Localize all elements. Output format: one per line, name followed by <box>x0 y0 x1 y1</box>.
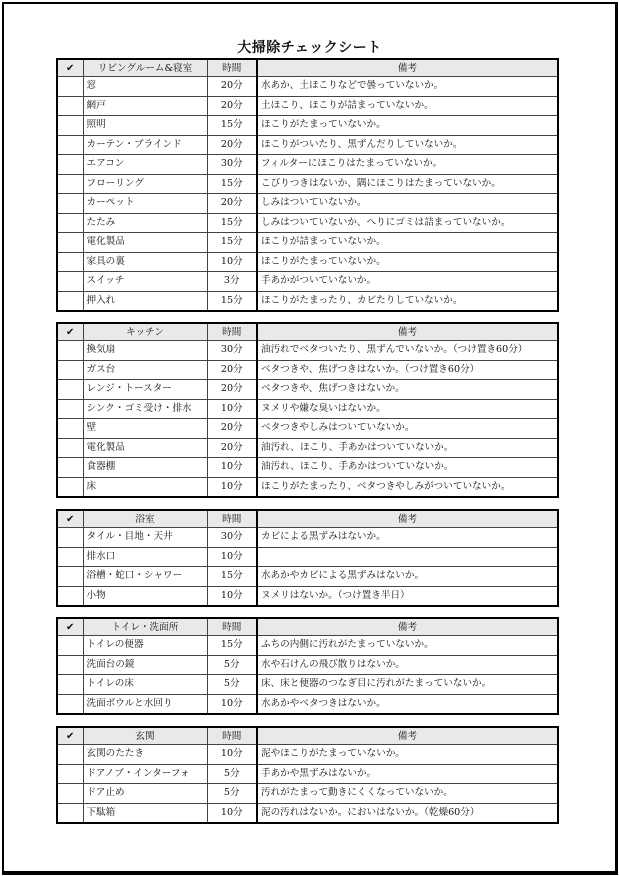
table-row <box>57 233 558 253</box>
item-time: 20分 <box>207 77 257 97</box>
table-row <box>57 341 558 361</box>
check-box[interactable] <box>57 341 83 361</box>
check-box[interactable] <box>57 528 83 548</box>
item-time: 10分 <box>207 477 257 497</box>
item-name: 小物 <box>83 586 207 606</box>
check-box[interactable] <box>57 272 83 292</box>
item-name: タイル・目地・天井 <box>83 528 207 548</box>
item-name: ドアノブ・インターフォ <box>83 764 207 784</box>
item-time: 15分 <box>207 233 257 253</box>
item-note: ヌメリや嫌な臭いはないか。 <box>257 399 558 419</box>
item-time: 5分 <box>207 675 257 695</box>
check-box[interactable] <box>57 419 83 439</box>
checklist-table <box>56 322 559 498</box>
note-header: 備考 <box>257 727 558 745</box>
item-note: ほこりがたまったり、ベタつきやしみがついていないか。 <box>257 477 558 497</box>
item-time: 15分 <box>207 174 257 194</box>
note-header: 備考 <box>257 59 558 77</box>
item-name: 洗面台の鏡 <box>83 655 207 675</box>
table-row <box>57 764 558 784</box>
table-row <box>57 419 558 439</box>
item-note: ヌメリはないか。（つけ置き半日） <box>257 586 558 606</box>
table-row <box>57 438 558 458</box>
item-note: ほこりがたまっていないか。 <box>257 116 558 136</box>
table-row <box>57 194 558 214</box>
item-time: 20分 <box>207 419 257 439</box>
check-box[interactable] <box>57 764 83 784</box>
table-row <box>57 675 558 695</box>
item-time: 10分 <box>207 803 257 823</box>
item-note: 水あかやカビによる黒ずみはないか。 <box>257 567 558 587</box>
check-box[interactable] <box>57 116 83 136</box>
note-header: 備考 <box>257 618 558 636</box>
item-name: ガス台 <box>83 360 207 380</box>
table-row <box>57 803 558 823</box>
item-name: 床 <box>83 477 207 497</box>
item-note: 床、床と便器のつなぎ目に汚れがたまっていないか。 <box>257 675 558 695</box>
check-header <box>57 618 83 636</box>
item-time: 15分 <box>207 636 257 656</box>
item-time: 15分 <box>207 116 257 136</box>
item-time: 5分 <box>207 655 257 675</box>
check-box[interactable] <box>57 155 83 175</box>
table-row <box>57 213 558 233</box>
check-box[interactable] <box>57 438 83 458</box>
table-row <box>57 745 558 765</box>
item-name: 換気扇 <box>83 341 207 361</box>
check-box[interactable] <box>57 77 83 97</box>
header-row <box>57 59 558 77</box>
item-name: 排水口 <box>83 547 207 567</box>
item-note: ベタつきやしみはついていないか。 <box>257 419 558 439</box>
check-header <box>57 727 83 745</box>
check-box[interactable] <box>57 252 83 272</box>
check-box[interactable] <box>57 803 83 823</box>
item-time: 15分 <box>207 567 257 587</box>
item-time: 10分 <box>207 694 257 714</box>
header-row <box>57 618 558 636</box>
check-header <box>57 59 83 77</box>
item-note: ベタつきや、焦げつきはないか。（つけ置き60分） <box>257 360 558 380</box>
checklist-table <box>56 617 559 715</box>
item-time: 10分 <box>207 547 257 567</box>
table-row <box>57 155 558 175</box>
check-box[interactable] <box>57 655 83 675</box>
item-name: 照明 <box>83 116 207 136</box>
table-row <box>57 380 558 400</box>
item-name: 下駄箱 <box>83 803 207 823</box>
check-box[interactable] <box>57 477 83 497</box>
item-note: ふちの内側に汚れがたまっていないか。 <box>257 636 558 656</box>
check-header <box>57 510 83 528</box>
check-box[interactable] <box>57 291 83 311</box>
table-row <box>57 96 558 116</box>
check-box[interactable] <box>57 380 83 400</box>
item-time: 20分 <box>207 360 257 380</box>
table-row <box>57 528 558 548</box>
item-name: エアコン <box>83 155 207 175</box>
item-note: こびりつきはないか、隅にほこりはたまっていないか。 <box>257 174 558 194</box>
item-note: 水あか、土ほこりなどで曇っていないか。 <box>257 77 558 97</box>
item-name: 押入れ <box>83 291 207 311</box>
item-name: シンク・ゴミ受け・排水 <box>83 399 207 419</box>
item-note: 油汚れ、ほこり、手あかはついていないか。 <box>257 438 558 458</box>
item-note: 油汚れ、ほこり、手あかはついていないか。 <box>257 458 558 478</box>
item-name: 壁 <box>83 419 207 439</box>
item-name: 網戸 <box>83 96 207 116</box>
item-note: 油汚れでベタついたり、黒ずんでいないか。（つけ置き60分） <box>257 341 558 361</box>
item-note: 手あかや黒ずみはないか。 <box>257 764 558 784</box>
check-box[interactable] <box>57 213 83 233</box>
check-box[interactable] <box>57 458 83 478</box>
checkmark-icon: ✔ <box>66 513 75 525</box>
table-row <box>57 784 558 804</box>
table-row <box>57 116 558 136</box>
section-name-header: リビングルーム&寝室 <box>83 59 207 77</box>
item-name: フローリング <box>83 174 207 194</box>
item-note: カビによる黒ずみはないか。 <box>257 528 558 548</box>
table-row <box>57 655 558 675</box>
item-note: 泥やほこりがたまっていないか。 <box>257 745 558 765</box>
item-time: 10分 <box>207 745 257 765</box>
item-time: 20分 <box>207 135 257 155</box>
header-row <box>57 510 558 528</box>
item-name: レンジ・トースター <box>83 380 207 400</box>
table-row <box>57 360 558 380</box>
time-header: 時間 <box>207 323 257 341</box>
item-note: しみはついていないか、へりにゴミは詰まっていないか。 <box>257 213 558 233</box>
checkmark-icon: ✔ <box>66 326 75 338</box>
check-box[interactable] <box>57 636 83 656</box>
section-bathroom <box>56 509 559 607</box>
table-row <box>57 135 558 155</box>
checkmark-icon: ✔ <box>66 62 75 74</box>
item-name: 電化製品 <box>83 438 207 458</box>
checklist-table <box>56 509 559 607</box>
item-name: トイレの床 <box>83 675 207 695</box>
item-note: ほこりがたまっていないか。 <box>257 252 558 272</box>
item-time: 30分 <box>207 155 257 175</box>
section-toilet-washroom <box>56 617 559 715</box>
item-name: 食器棚 <box>83 458 207 478</box>
item-name: 洗面ボウルと水回り <box>83 694 207 714</box>
table-row <box>57 547 558 567</box>
check-box[interactable] <box>57 174 83 194</box>
check-box[interactable] <box>57 784 83 804</box>
section-entrance <box>56 726 559 824</box>
table-row <box>57 586 558 606</box>
item-time: 20分 <box>207 96 257 116</box>
item-note: 手あかがついていないか。 <box>257 272 558 292</box>
table-row <box>57 252 558 272</box>
item-name: カーペット <box>83 194 207 214</box>
item-time: 5分 <box>207 764 257 784</box>
time-header: 時間 <box>207 510 257 528</box>
check-box[interactable] <box>57 694 83 714</box>
item-note <box>257 547 558 567</box>
item-time: 10分 <box>207 586 257 606</box>
section-name-header: 玄関 <box>83 727 207 745</box>
table-row <box>57 694 558 714</box>
check-box[interactable] <box>57 745 83 765</box>
item-note: フィルターにほこりはたまっていないか。 <box>257 155 558 175</box>
item-name: スイッチ <box>83 272 207 292</box>
item-time: 15分 <box>207 213 257 233</box>
header-row <box>57 727 558 745</box>
section-name-header: トイレ・洗面所 <box>83 618 207 636</box>
item-note: 泥の汚れはないか。においはないか。（乾燥60分） <box>257 803 558 823</box>
check-box[interactable] <box>57 96 83 116</box>
item-note: ほこりがついたり、黒ずんだりしていないか。 <box>257 135 558 155</box>
section-living <box>56 58 559 312</box>
table-row <box>57 477 558 497</box>
table-row <box>57 399 558 419</box>
item-name: カーテン・ブラインド <box>83 135 207 155</box>
section-name-header: 浴室 <box>83 510 207 528</box>
check-box[interactable] <box>57 567 83 587</box>
item-time: 5分 <box>207 784 257 804</box>
item-time: 20分 <box>207 380 257 400</box>
item-time: 15分 <box>207 291 257 311</box>
table-row <box>57 636 558 656</box>
item-time: 30分 <box>207 528 257 548</box>
item-note: 水あかやベタつきはないか。 <box>257 694 558 714</box>
section-name-header: キッチン <box>83 323 207 341</box>
item-note: ほこりがたまったり、カビたりしていないか。 <box>257 291 558 311</box>
checkmark-icon: ✔ <box>66 730 75 742</box>
item-name: 玄関のたたき <box>83 745 207 765</box>
check-box[interactable] <box>57 135 83 155</box>
checkmark-icon: ✔ <box>66 621 75 633</box>
check-box[interactable] <box>57 360 83 380</box>
check-box[interactable] <box>57 675 83 695</box>
item-name: トイレの便器 <box>83 636 207 656</box>
table-row <box>57 567 558 587</box>
item-name: たたみ <box>83 213 207 233</box>
time-header: 時間 <box>207 618 257 636</box>
item-note: 汚れがたまって動きにくくなっていないか。 <box>257 784 558 804</box>
table-row <box>57 291 558 311</box>
item-note: ほこりが詰まっていないか。 <box>257 233 558 253</box>
page-title: 大掃除チェックシート <box>237 40 382 56</box>
check-header <box>57 323 83 341</box>
item-name: 窓 <box>83 77 207 97</box>
item-time: 10分 <box>207 252 257 272</box>
checklist-table <box>56 58 559 312</box>
item-note: 水や石けんの飛び散りはないか。 <box>257 655 558 675</box>
item-time: 10分 <box>207 458 257 478</box>
table-row <box>57 174 558 194</box>
check-box[interactable] <box>57 547 83 567</box>
item-time: 10分 <box>207 399 257 419</box>
item-note: しみはついていないか。 <box>257 194 558 214</box>
table-row <box>57 458 558 478</box>
check-box[interactable] <box>57 586 83 606</box>
time-header: 時間 <box>207 727 257 745</box>
item-time: 20分 <box>207 438 257 458</box>
time-header: 時間 <box>207 59 257 77</box>
table-row <box>57 77 558 97</box>
item-time: 20分 <box>207 194 257 214</box>
table-row <box>57 272 558 292</box>
check-box[interactable] <box>57 399 83 419</box>
section-kitchen <box>56 322 559 498</box>
note-header: 備考 <box>257 510 558 528</box>
check-box[interactable] <box>57 233 83 253</box>
item-time: 30分 <box>207 341 257 361</box>
item-name: ドア止め <box>83 784 207 804</box>
item-time: 3分 <box>207 272 257 292</box>
item-name: 浴槽・蛇口・シャワー <box>83 567 207 587</box>
item-note: 土ほこり、ほこりが詰まっていないか。 <box>257 96 558 116</box>
item-name: 家具の裏 <box>83 252 207 272</box>
header-row <box>57 323 558 341</box>
check-box[interactable] <box>57 194 83 214</box>
note-header: 備考 <box>257 323 558 341</box>
item-name: 電化製品 <box>83 233 207 253</box>
checklist-table <box>56 726 559 824</box>
item-note: ベタつきや、焦げつきはないか。 <box>257 380 558 400</box>
